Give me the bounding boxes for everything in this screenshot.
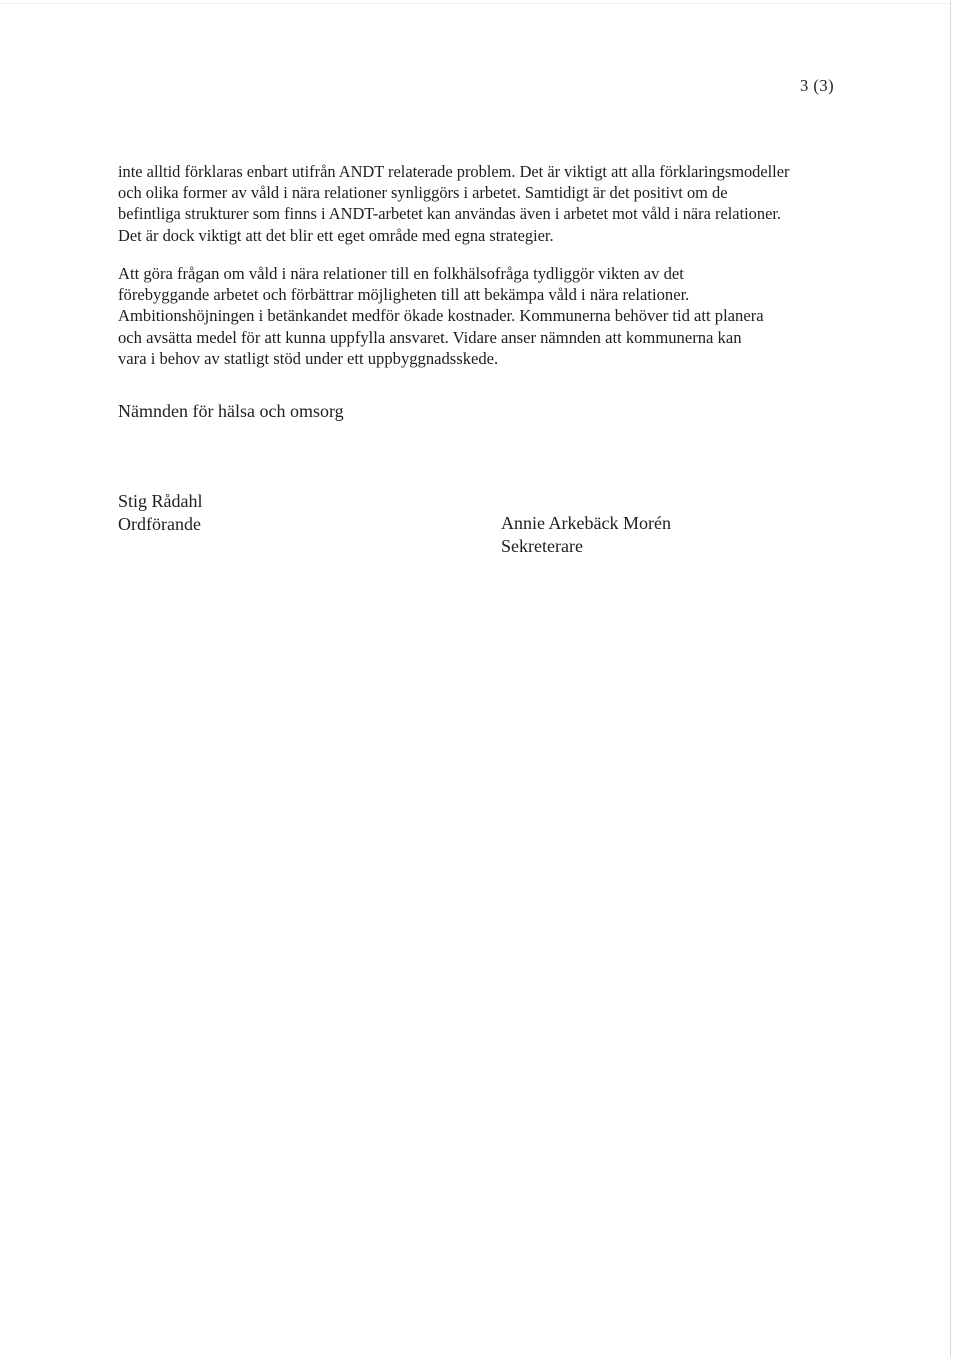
scan-edge-right bbox=[950, 0, 951, 1357]
page-number: 3 (3) bbox=[800, 76, 835, 95]
paragraph-1 bbox=[118, 161, 848, 246]
paragraph-line: Det är dock viktigt att det blir ett eget område med egna strategier. bbox=[118, 225, 554, 245]
signatory-name: Annie Arkebäck Morén bbox=[501, 513, 671, 533]
paragraph-line: Ambitionshöjningen i betänkandet medför ökade kostnader. Kommunerna behöver tid att planera bbox=[118, 306, 764, 326]
sender-committee: Nämnden för hälsa och omsorg bbox=[118, 401, 344, 421]
signature-chair bbox=[118, 490, 203, 535]
signatory-title: Sekreterare bbox=[501, 535, 583, 556]
signatory-name: Stig Rådahl bbox=[118, 491, 203, 511]
paragraph-line: vara i behov av statligt stöd under ett uppbyggnadsskede. bbox=[118, 348, 499, 368]
paragraph-line: Att göra frågan om våld i nära relationer till en folkhälsofråga tydliggör vikten av det bbox=[118, 264, 684, 283]
signatory-title: Ordförande bbox=[118, 513, 201, 534]
paragraph-line: förebyggande arbetet och förbättrar möjligheten till att bekämpa våld i nära relationer. bbox=[118, 285, 690, 305]
paragraph-line: befintliga strukturer som finns i ANDT-arbetet kan användas även i arbetet mot våld i nära relationer. bbox=[118, 204, 782, 224]
scan-edge-top bbox=[0, 3, 950, 4]
signature-secretary bbox=[501, 512, 671, 557]
paragraph-line: och avsätta medel för att kunna uppfylla ansvaret. Vidare anser nämnden att kommunerna kan bbox=[118, 327, 742, 347]
paragraph-line: och olika former av våld i nära relationer synliggörs i arbetet. Samtidigt är det positivt om de bbox=[118, 183, 728, 203]
paragraph-line: inte alltid förklaras enbart utifrån ANDT relaterade problem. Det är viktigt att alla förklaringsmodeller bbox=[118, 162, 790, 181]
paragraph-2 bbox=[118, 263, 848, 369]
